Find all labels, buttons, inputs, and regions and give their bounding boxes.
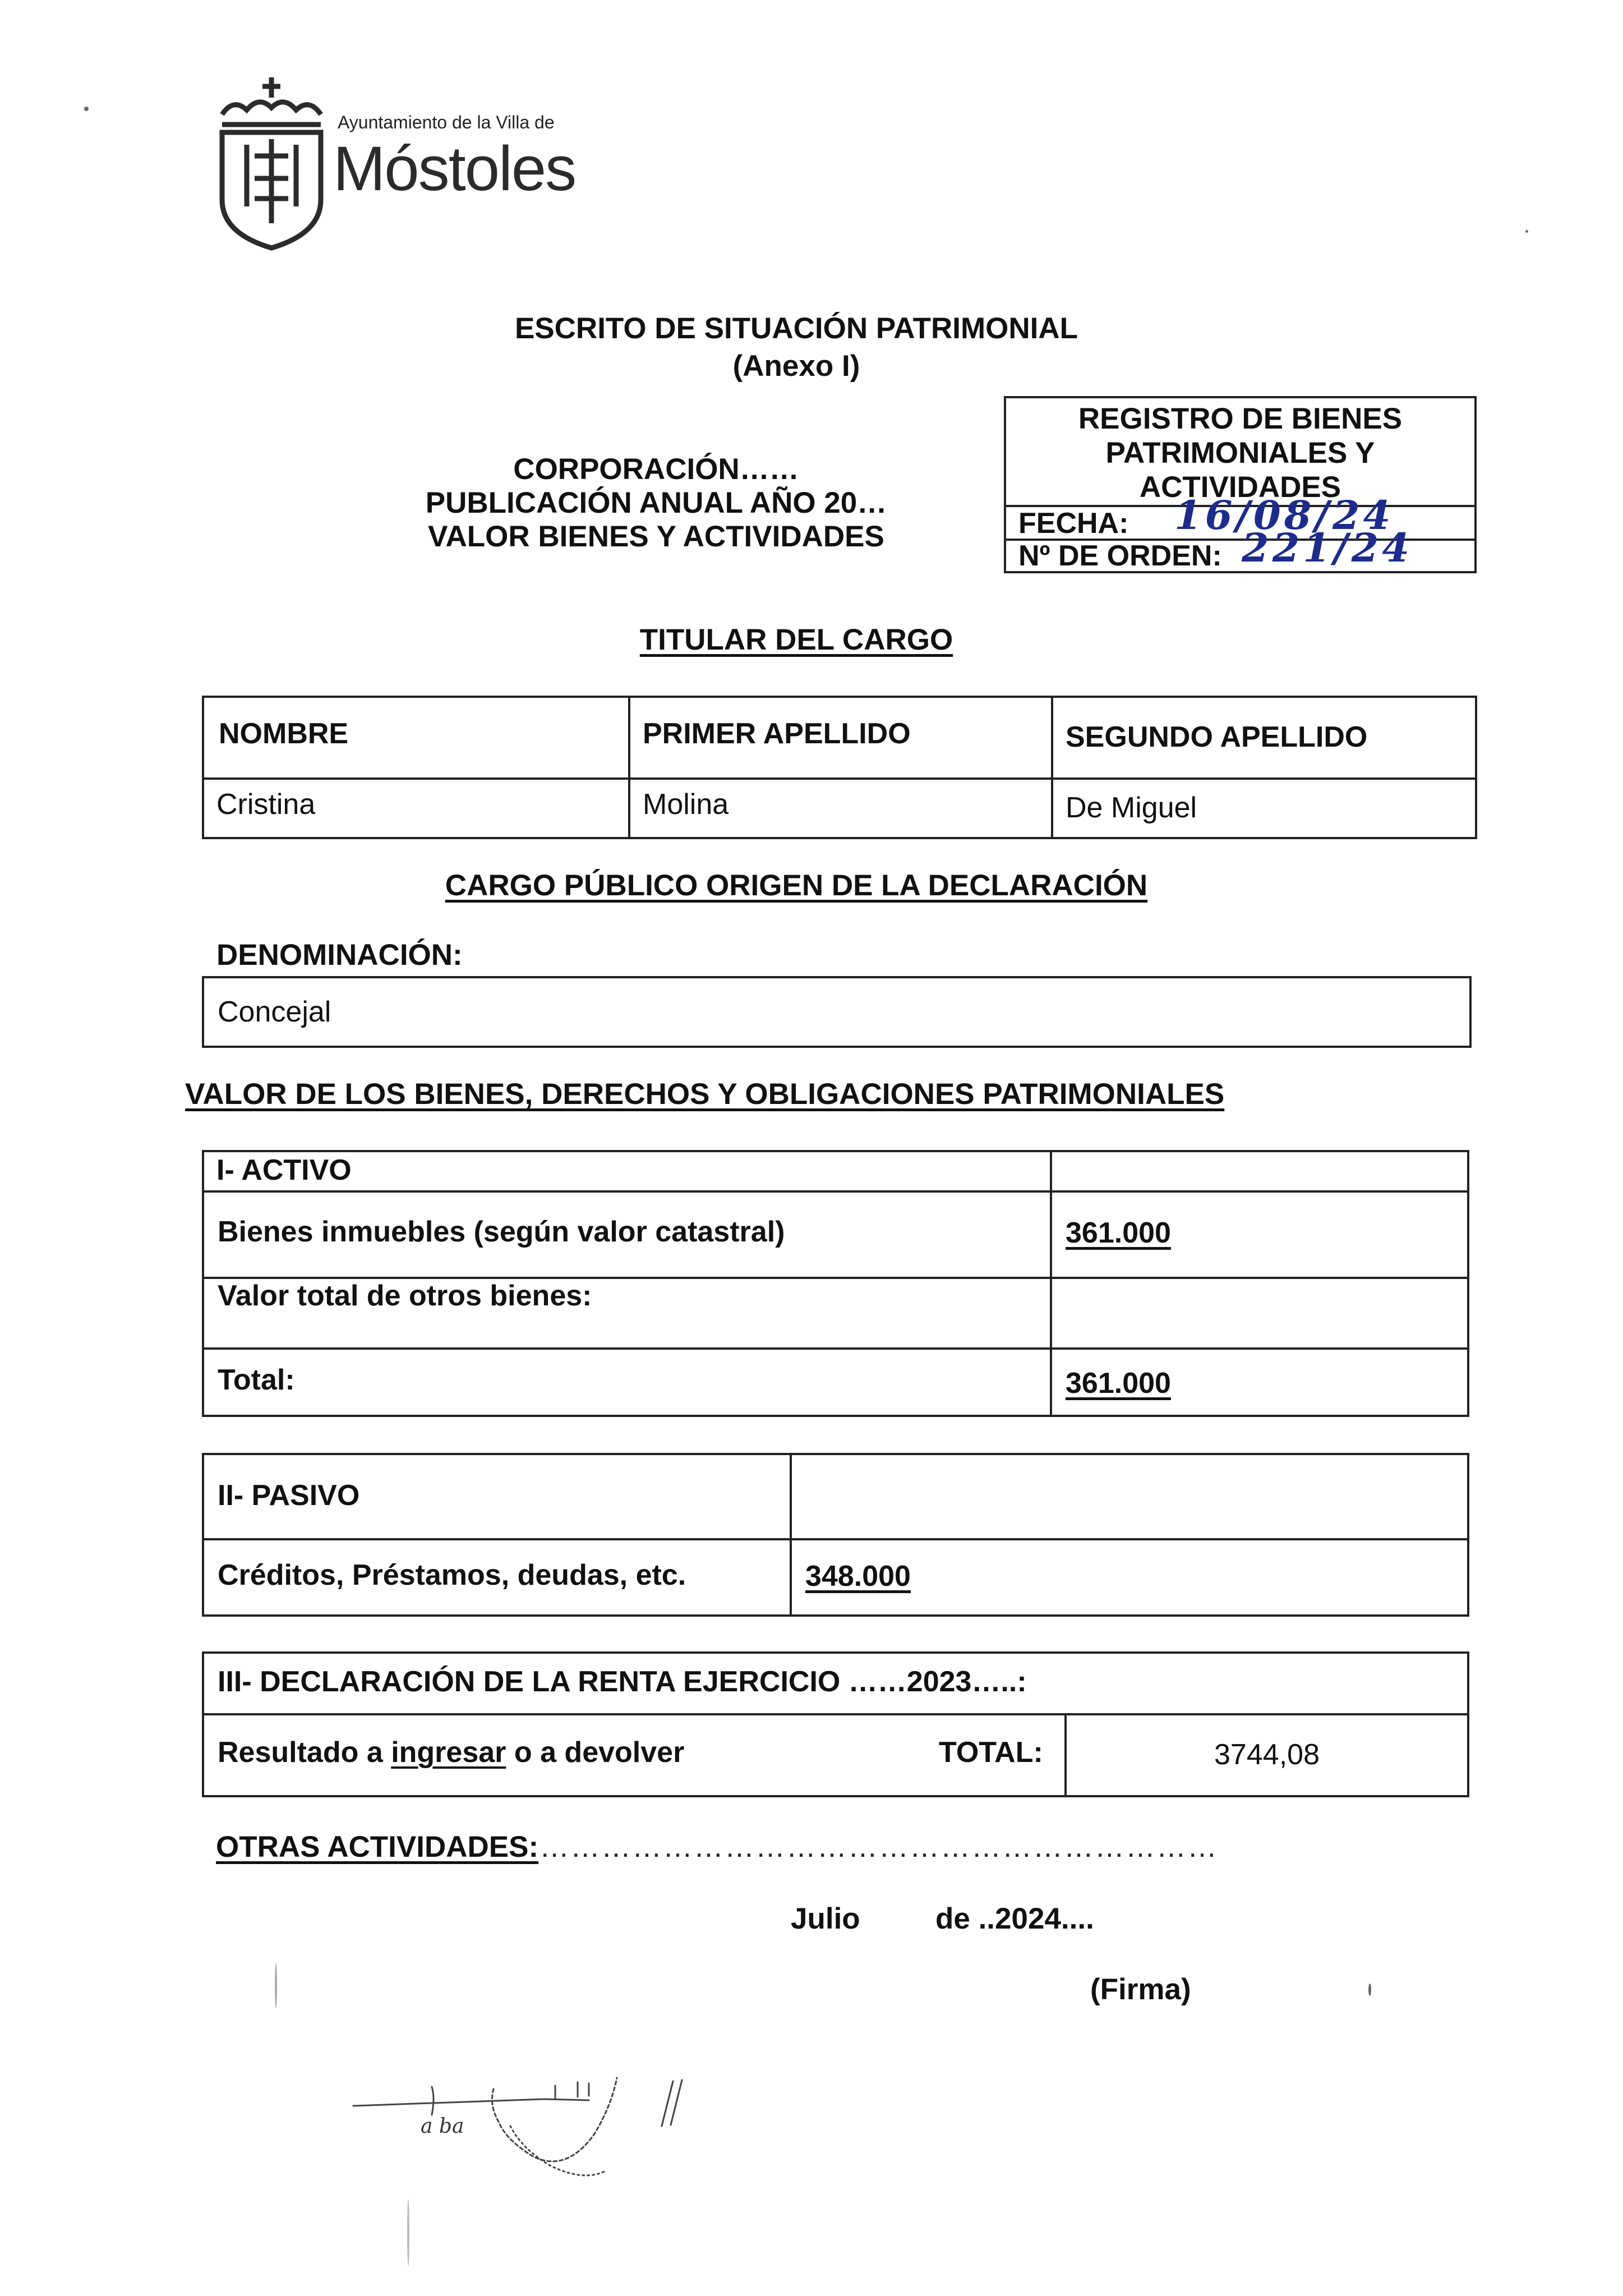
inmuebles-value: 361.000 — [1066, 1217, 1171, 1249]
registro-orden-row — [1006, 524, 1474, 572]
registro-box — [1004, 396, 1477, 573]
date-year: de ..2024.... — [935, 1902, 1094, 1935]
activo-label: I- ACTIVO — [216, 1154, 352, 1186]
scan-speck — [407, 2199, 409, 2266]
titular-table — [202, 696, 1477, 839]
denominacion-label: DENOMINACIÓN: — [216, 938, 463, 972]
document-subtitle: (Anexo I) — [732, 349, 860, 383]
otras-actividades — [216, 1830, 538, 1864]
denominacion-value: Concejal — [218, 996, 331, 1028]
value-segundo-apellido: De Miguel — [1066, 792, 1197, 824]
table-divider — [204, 1190, 1467, 1193]
renta-table — [202, 1651, 1469, 1797]
pasivo-table — [202, 1453, 1469, 1617]
pasivo-label: II- PASIVO — [218, 1479, 360, 1512]
orden-label: Nº DE ORDEN: — [1018, 540, 1222, 572]
creditos-value: 348.000 — [805, 1560, 911, 1593]
creditos-label: Créditos, Préstamos, deudas, etc. — [218, 1559, 686, 1591]
document-title: ESCRITO DE SITUACIÓN PATRIMONIAL — [514, 312, 1078, 345]
scan-speck — [1525, 230, 1528, 233]
table-divider — [204, 1347, 1467, 1350]
fecha-label: FECHA: — [1018, 507, 1129, 540]
renta-label: III- DECLARACIÓN DE LA RENTA EJERCICIO ……2023…..: — [218, 1665, 1027, 1698]
header-primer-apellido: PRIMER APELLIDO — [643, 717, 911, 750]
valor-bienes-line: VALOR BIENES Y ACTIVIDADES — [428, 520, 884, 553]
resultado-label — [218, 1736, 684, 1769]
titular-heading — [0, 623, 1593, 657]
inmuebles-label: Bienes inmuebles (según valor catastral) — [218, 1216, 785, 1248]
city-name: Móstoles — [333, 134, 576, 204]
org-line: Ayuntamiento de la Villa de — [338, 112, 555, 132]
resultado-label-part: o a devolver — [506, 1736, 685, 1769]
titular-heading-text: TITULAR DEL CARGO — [639, 623, 953, 656]
orden-handwritten-value: 221/24 — [1242, 524, 1413, 571]
mostoles-coat-of-arms-logo — [215, 66, 328, 251]
resultado-label-part: Resultado a — [218, 1736, 391, 1769]
registro-title — [1006, 398, 1474, 507]
firma-label: (Firma) — [1090, 1973, 1191, 2006]
valor-heading — [185, 1077, 1224, 1111]
registro-title-line: ACTIVIDADES — [1139, 471, 1341, 504]
table-divider — [204, 1713, 1467, 1715]
otros-bienes-label: Valor total de otros bienes: — [218, 1280, 592, 1312]
total-value: 361.000 — [1066, 1367, 1171, 1400]
table-divider — [1051, 698, 1053, 837]
denominacion-box — [202, 976, 1472, 1048]
renta-total-value: 3744,08 — [1214, 1738, 1320, 1771]
corporacion-line: CORPORACIÓN…… — [513, 453, 799, 486]
fecha-handwritten-value: 16/08/24 — [1174, 492, 1394, 539]
scan-speck — [84, 107, 89, 111]
publicacion-line: PUBLICACIÓN ANUAL AÑO 20… — [425, 486, 887, 519]
registro-title-line: REGISTRO DE BIENES — [1078, 402, 1403, 435]
value-primer-apellido: Molina — [643, 788, 729, 821]
handwritten-signature — [342, 2070, 723, 2255]
value-nombre: Cristina — [216, 788, 316, 821]
cargo-heading-text: CARGO PÚBLICO ORIGEN DE LA DECLARACIÓN — [445, 869, 1148, 902]
resultado-label-underlined: ingresar — [391, 1736, 506, 1769]
activo-table — [202, 1150, 1469, 1417]
registro-title-line: PATRIMONIALES Y — [1105, 436, 1375, 470]
otras-actividades-label: OTRAS ACTIVIDADES: — [216, 1830, 539, 1864]
table-divider — [628, 698, 630, 837]
signature-letters: a ba — [421, 2115, 464, 2138]
scan-speck — [1368, 1984, 1371, 1996]
table-divider — [204, 777, 1475, 780]
valor-heading-text: VALOR DE LOS BIENES, DERECHOS Y OBLIGACIONES PATRIMONIALES — [185, 1078, 1225, 1111]
header-nombre: NOMBRE — [219, 717, 349, 750]
header-segundo-apellido: SEGUNDO APELLIDO — [1066, 721, 1368, 753]
table-divider — [204, 1538, 1467, 1540]
otras-actividades-blank: ………………………………………………………… — [540, 1830, 1218, 1864]
cargo-heading — [0, 868, 1593, 903]
total-label: Total: — [218, 1364, 295, 1396]
scan-speck — [275, 1963, 277, 2008]
renta-total-label: TOTAL: — [939, 1736, 1043, 1769]
date-month: Julio — [791, 1902, 860, 1935]
table-divider — [790, 1455, 792, 1614]
